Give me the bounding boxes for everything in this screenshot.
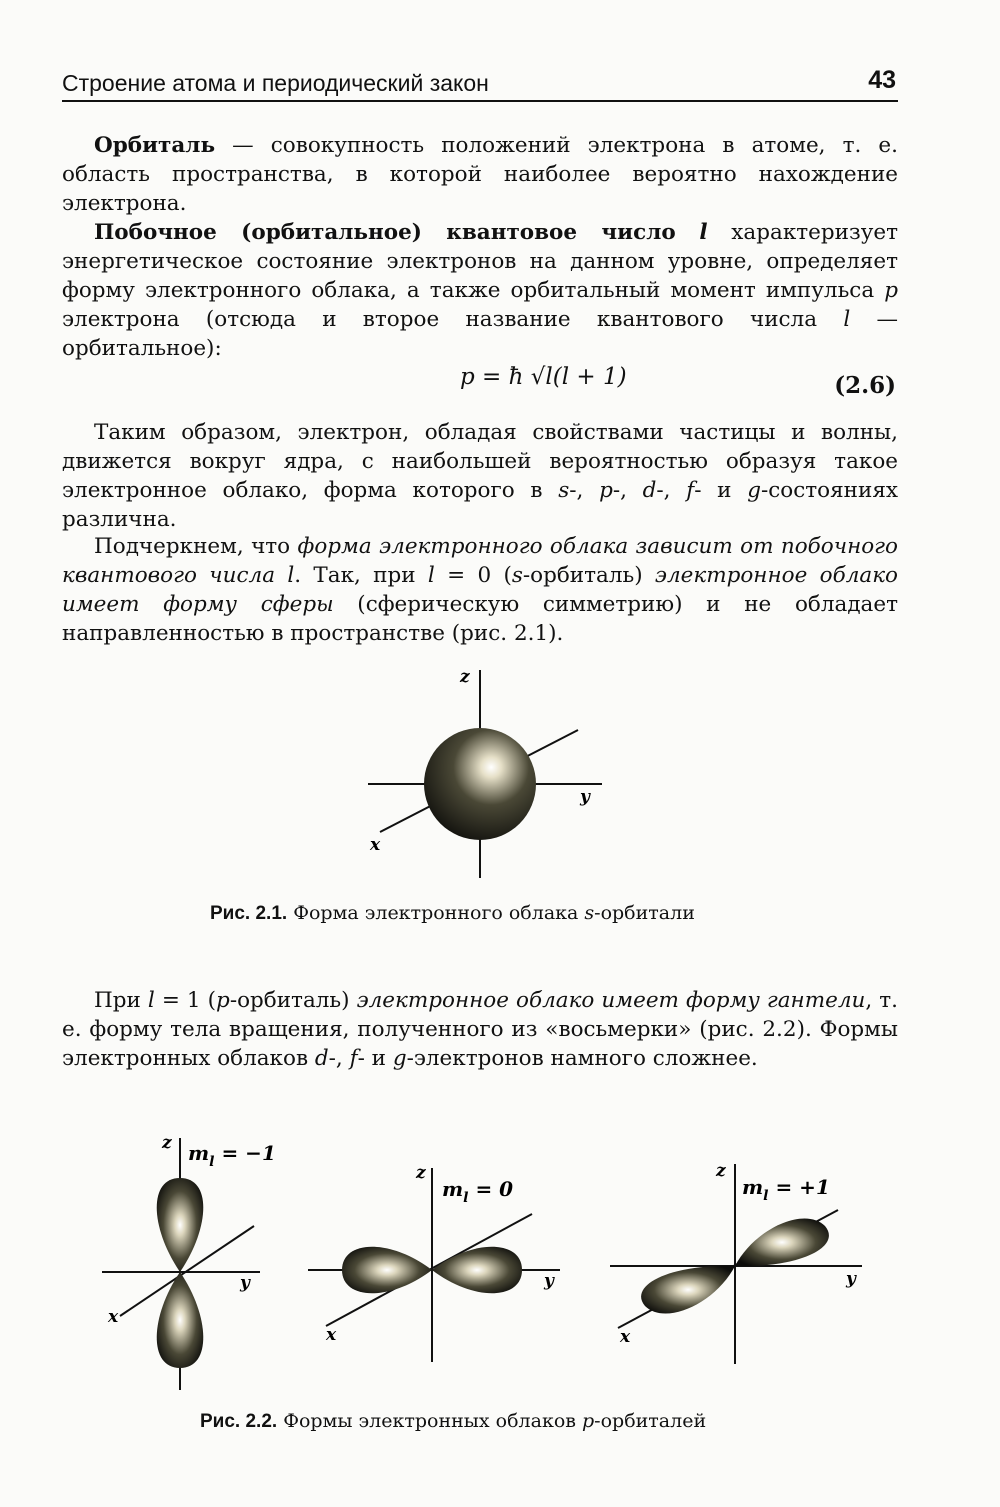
term-azimuthal-number: Побочное (орбитальное) квантовое число <box>94 220 676 245</box>
svg-text:x: x <box>108 1307 119 1327</box>
svg-text:x: x <box>326 1325 337 1345</box>
svg-text:y: y <box>544 1271 554 1291</box>
formula-expression: p = ħ √l(l + 1) <box>460 364 627 390</box>
figure-s-orbital <box>340 660 620 890</box>
figure-2-1-caption: Рис. 2.1. Форма электронного облака s-орбитали <box>210 902 695 924</box>
lobe-upper <box>157 1178 204 1272</box>
svg-text:z: z <box>716 1161 726 1181</box>
svg-text:z: z <box>162 1133 172 1153</box>
paragraph-orbital-definition: Орбиталь — совокупность положений электрона в атоме, т. е. область пространства, в которой наиболее вероятно нахождение электрона. <box>62 133 898 216</box>
axis-label-y: y <box>580 787 590 807</box>
running-header-title: Строение атома и периодический закон <box>62 70 489 96</box>
axis-label-x: x <box>370 835 381 855</box>
svg-text:z: z <box>416 1163 426 1183</box>
figure-p-orbitals <box>90 1128 880 1398</box>
svg-text:y: y <box>240 1273 250 1293</box>
ml-label-2: $m_l = 0$ <box>442 1177 514 1206</box>
panel-ml-minus-1 <box>102 1133 276 1390</box>
paragraph-s-orbital: Подчеркнем, что форма электронного облака зависит от побочного квантового числа l. Так, при l = 0 (s-орбиталь) электронное облако имеет форму сферы (сферическую симметрию) и не обладает направленностью в пространстве (рис. 2.1). <box>62 534 898 646</box>
paragraph-orbital-quantum-number: Побочное (орбитальное) квантовое число l характеризует энергетическое состояние электронов на данном уровне, определяет форму электронного облака, а также орбитальный момент импульса p электрона (отсюда и второе название квантового числа l — орбитальное): <box>62 220 898 361</box>
panel-ml-0 <box>308 1163 560 1362</box>
page-number: 43 <box>868 66 896 94</box>
s-orbital-sphere <box>424 728 536 840</box>
formula-number: (2.6) <box>834 372 896 399</box>
lobe-upper-right <box>735 1218 829 1266</box>
figure-2-2-caption: Рис. 2.2. Формы электронных облаков p-орбиталей <box>200 1410 707 1432</box>
ml-label-3: $m_l = +1$ <box>742 1175 830 1204</box>
panel-ml-plus-1 <box>610 1161 862 1364</box>
paragraph-p-orbital: При l = 1 (p-орбиталь) электронное облако имеет форму гантели, т. е. форму тела вращения, полученного из «восьмерки» (рис. 2.2). Формы электронных облаков d-, f- и g-электронов намного сложнее. <box>62 988 898 1071</box>
lobe-left <box>342 1247 432 1294</box>
lobe-right <box>432 1247 522 1294</box>
paragraph-electron-cloud: Таким образом, электрон, обладая свойствами частицы и волны, движется вокруг ядра, с наибольшей вероятностью образуя такое электронное облако, форма которого в s-, p-, d-, f- и g-состояниях различна. <box>62 420 899 532</box>
ml-label-1: $m_l = -1$ <box>188 1141 276 1170</box>
term-orbital: Орбиталь <box>94 133 216 158</box>
svg-text:y: y <box>846 1269 856 1289</box>
running-header <box>62 66 898 102</box>
lobe-lower-left <box>641 1266 735 1314</box>
axis-label-z: z <box>460 667 470 687</box>
formula-2-6 <box>62 364 898 404</box>
svg-text:x: x <box>620 1327 631 1347</box>
